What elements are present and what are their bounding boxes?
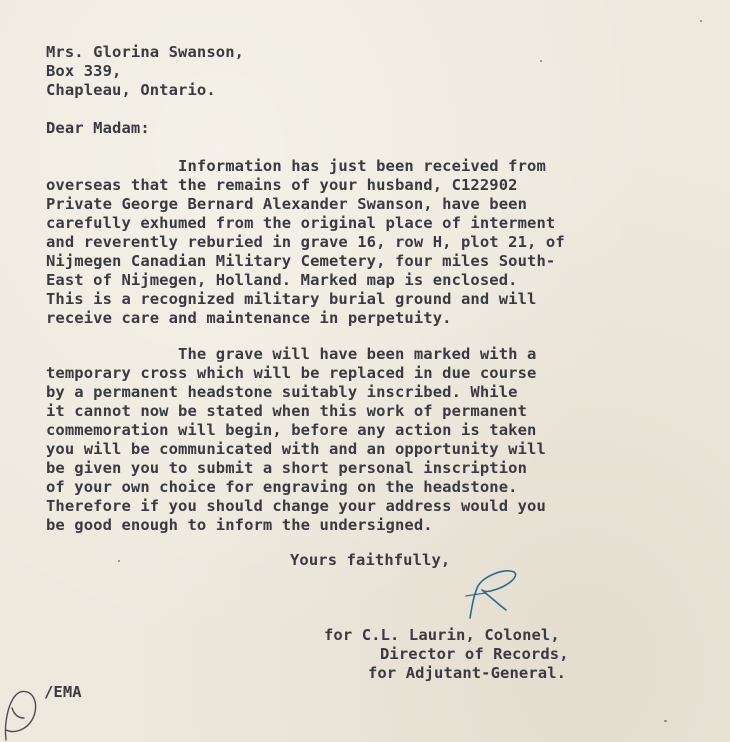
paragraph-1-line: East of Nijmegen, Holland. Marked map is enclosed. <box>46 271 518 289</box>
paragraph-1-line: overseas that the remains of your husband, C122902 <box>46 176 518 194</box>
paragraph-2-line: by a permanent headstone suitably inscribed. While <box>46 383 518 401</box>
paper-speck <box>664 720 667 722</box>
paragraph-1-line: This is a recognized military burial ground and will <box>46 290 537 308</box>
paragraph-2-line: The grave will have been marked with a <box>46 345 537 363</box>
paper-speck <box>118 560 120 562</box>
recipient-city: Chapleau, Ontario. <box>46 81 216 99</box>
recipient-box: Box 339, <box>46 62 122 80</box>
typist-reference: /EMA <box>44 683 82 701</box>
handwritten-initial-mark <box>0 684 44 742</box>
paper-speck <box>540 60 542 62</box>
paragraph-1-line: Private George Bernard Alexander Swanson, have been <box>46 195 528 213</box>
paragraph-2 <box>46 345 546 535</box>
paragraph-1-line: and reverently reburied in grave 16, row H, plot 21, of <box>46 233 565 251</box>
paragraph-1-line: carefully exhumed from the original place of interment <box>46 214 556 232</box>
signatory-line-3: for Adjutant-General. <box>368 664 567 682</box>
paragraph-1-line: Information has just been received from <box>46 157 546 175</box>
paragraph-2-line: it cannot now be stated when this work of permanent <box>46 402 528 420</box>
paragraph-2-line: you will be communicated with and an opportunity will <box>46 440 546 458</box>
handwritten-signature <box>448 562 528 628</box>
recipient-name: Mrs. Glorina Swanson, <box>46 43 245 61</box>
signatory-line-1: for C.L. Laurin, Colonel, <box>324 626 560 644</box>
paragraph-2-line: commemoration will begin, before any action is taken <box>46 421 537 439</box>
paragraph-1 <box>46 157 565 328</box>
paragraph-1-line: receive care and maintenance in perpetuity. <box>46 309 452 327</box>
salutation: Dear Madam: <box>46 119 150 137</box>
paragraph-2-line: be good enough to inform the undersigned. <box>46 516 433 534</box>
paper-speck <box>700 20 702 22</box>
paragraph-2-line: be given you to submit a short personal inscription <box>46 459 528 477</box>
paragraph-2-line: temporary cross which will be replaced in due course <box>46 364 537 382</box>
closing: Yours faithfully, <box>290 551 451 569</box>
paragraph-2-line: Therefore if you should change your address would you <box>46 497 546 515</box>
paragraph-2-line: of your own choice for engraving on the headstone. <box>46 478 518 496</box>
signatory-line-2: Director of Records, <box>380 645 569 663</box>
paragraph-1-line: Nijmegen Canadian Military Cemetery, four miles South- <box>46 252 556 270</box>
